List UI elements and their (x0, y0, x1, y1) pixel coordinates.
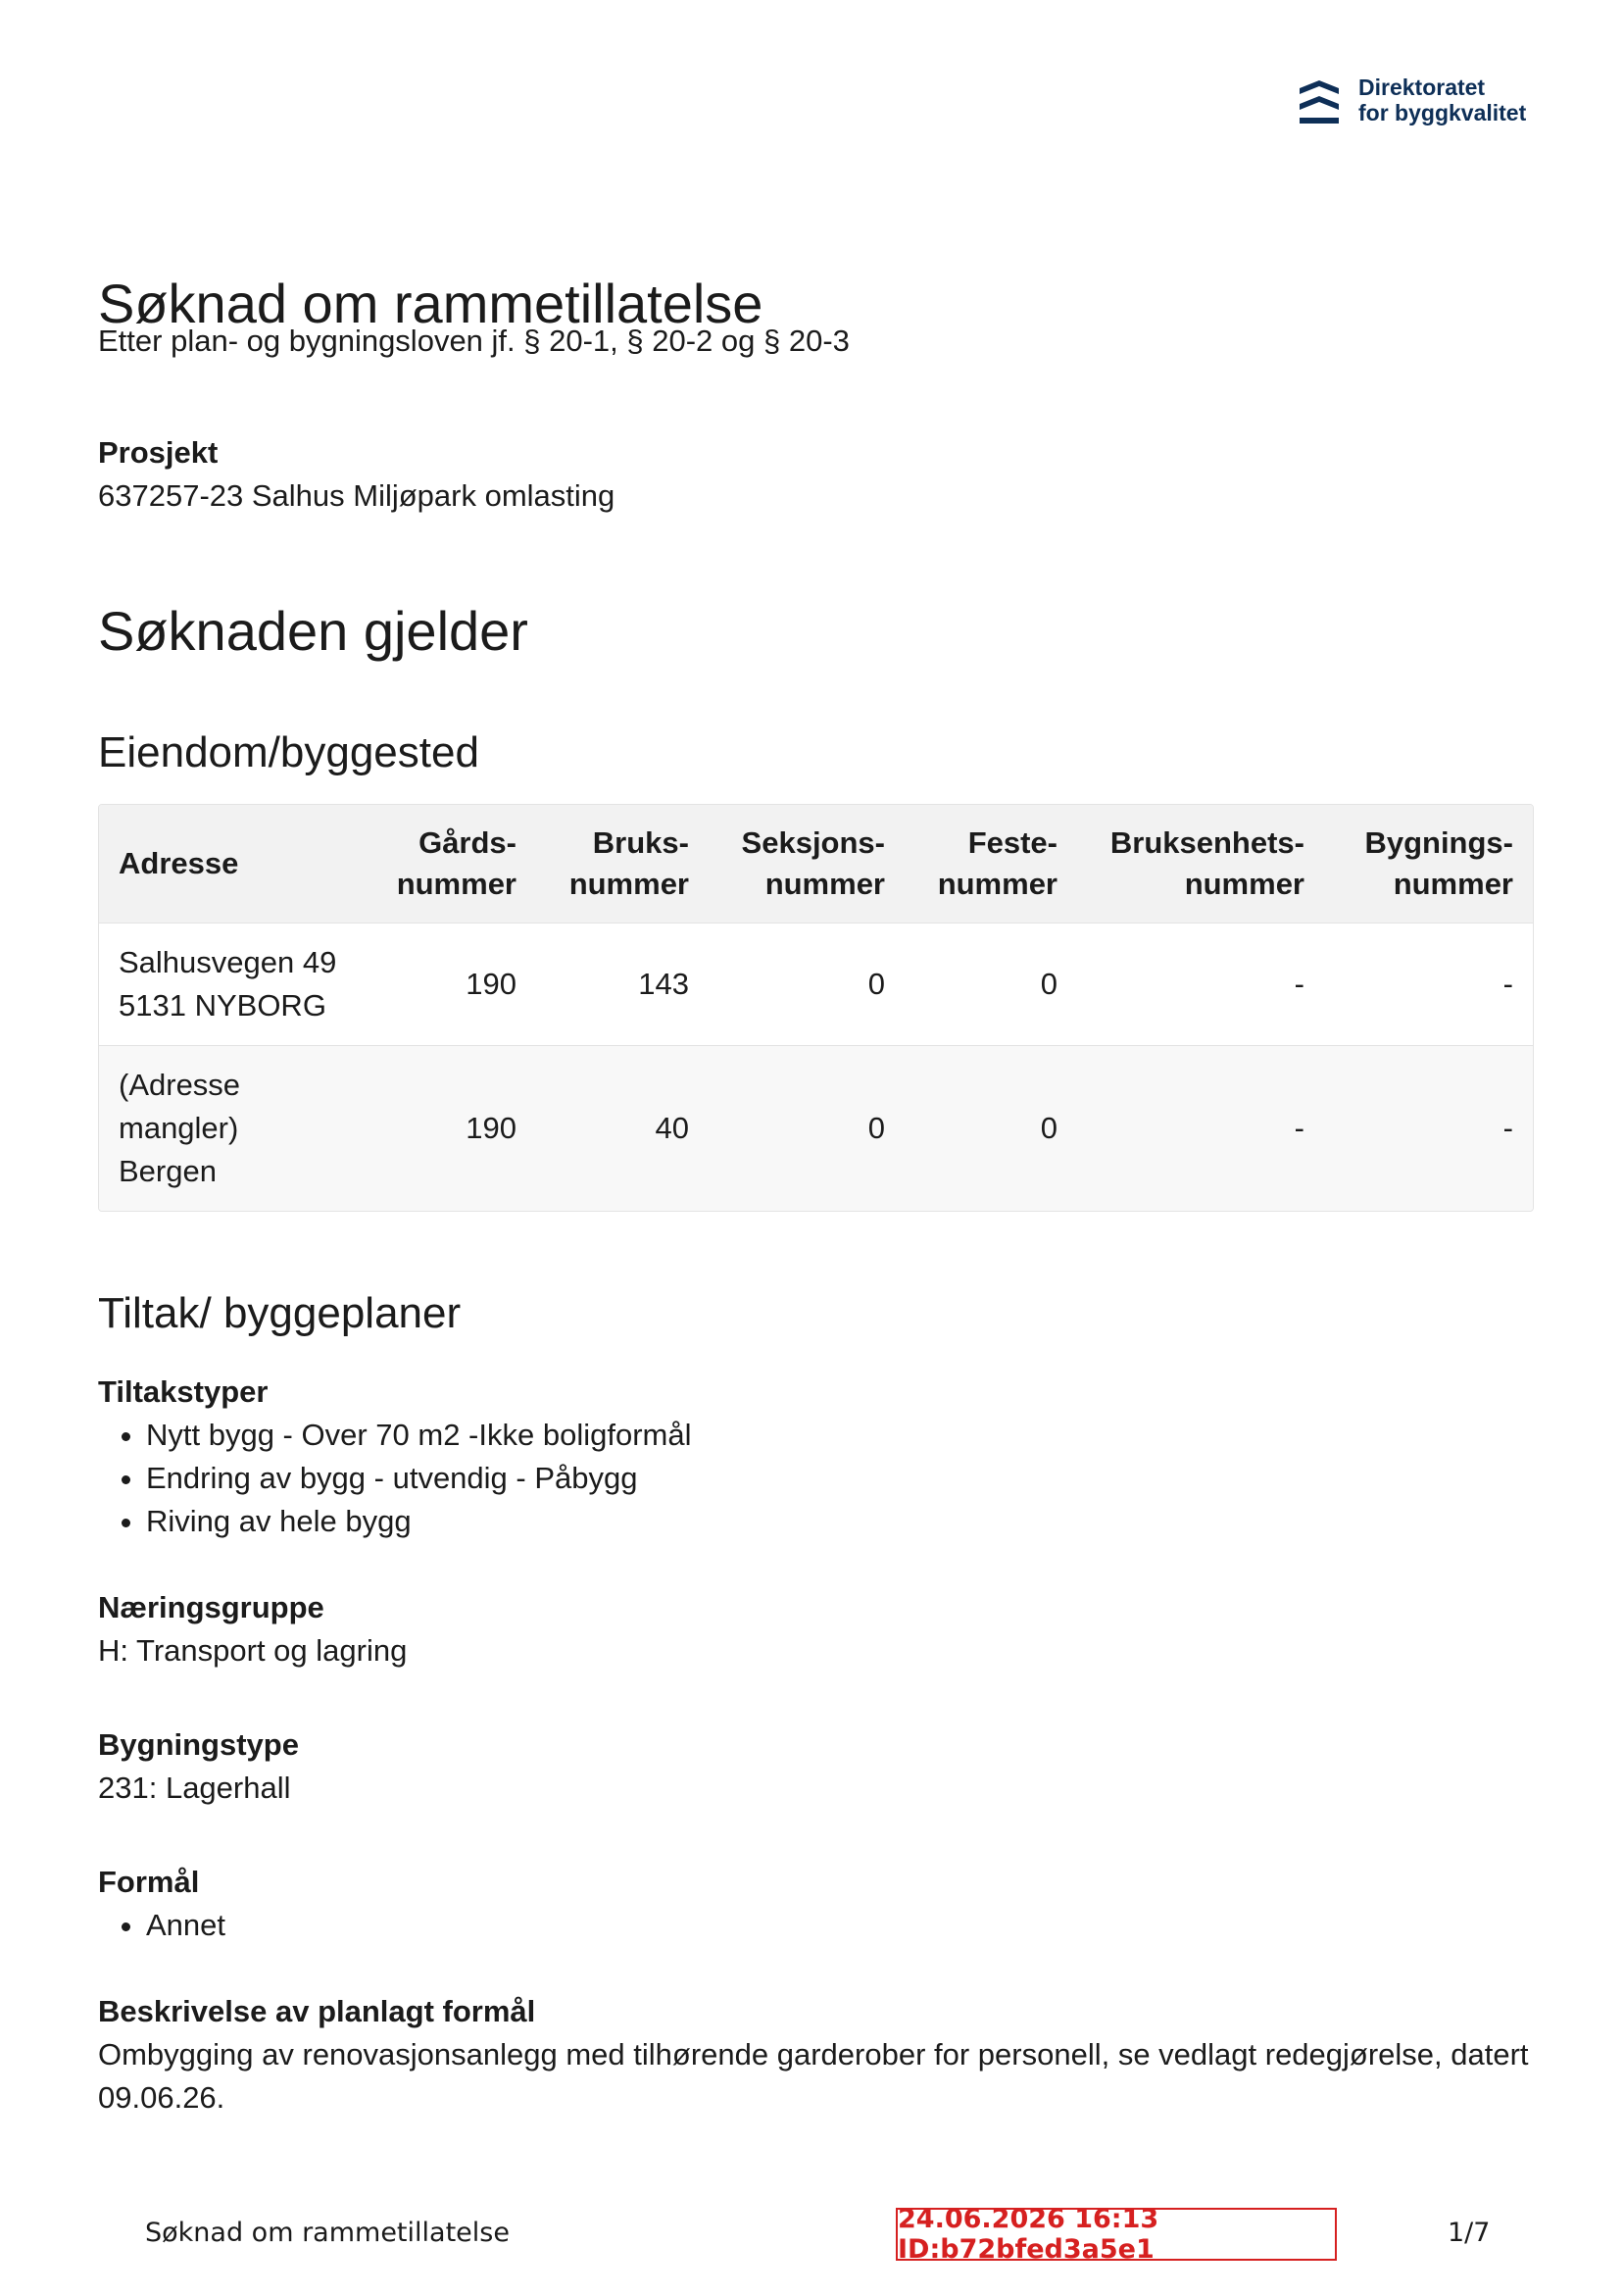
cell-bnr: 143 (536, 923, 709, 1046)
formal-list (98, 1904, 1534, 1947)
dibk-logo-icon (1300, 78, 1339, 127)
beskrivelse-label: Beskrivelse av planlagt formål (98, 1994, 536, 2028)
column-header-address: Adresse (99, 805, 366, 923)
bygningstype-section (98, 1723, 1534, 1810)
cell-snr: 0 (709, 1046, 905, 1212)
column-header-bygning: Bygnings- nummer (1324, 805, 1533, 923)
table-row (99, 923, 1533, 1046)
section-heading: Søknaden gjelder (98, 600, 528, 662)
column-header-gnr: Gårds- nummer (366, 805, 536, 923)
list-item: • Endring av bygg - utvendig - Påbygg (146, 1457, 1534, 1500)
naeringsgruppe-section (98, 1586, 1534, 1672)
formal-label: Formål (98, 1865, 200, 1899)
page-number: 1/7 (1448, 2218, 1491, 2248)
logo-text (1358, 75, 1526, 125)
document-title: Søknad om rammetillatelse (98, 273, 763, 334)
plans-heading: Tiltak/ byggeplaner (98, 1289, 462, 1337)
column-header-snr: Seksjons- nummer (709, 805, 905, 923)
project-section (98, 431, 1534, 518)
table-row (99, 1046, 1533, 1212)
property-table (98, 804, 1534, 1212)
cell-fnr: 0 (905, 1046, 1077, 1212)
naeringsgruppe-label: Næringsgruppe (98, 1590, 324, 1624)
logo-text-line1: Direktoratet (1358, 75, 1486, 100)
cell-gnr: 190 (366, 923, 536, 1046)
cell-fnr: 0 (905, 923, 1077, 1046)
project-value: 637257-23 Salhus Miljøpark omlasting (98, 478, 615, 513)
table-header-row (99, 805, 1533, 923)
cell-bnr: 40 (536, 1046, 709, 1212)
beskrivelse-section (98, 1990, 1534, 2120)
document-subtitle: Etter plan- og bygningsloven jf. § 20-1, § 20-2 og § 20-3 (98, 324, 850, 358)
bygningstype-label: Bygningstype (98, 1727, 299, 1762)
cell-bruksenhet: - (1077, 923, 1324, 1046)
cell-gnr: 190 (366, 1046, 536, 1212)
column-header-bruksenhet: Bruksenhets- nummer (1077, 805, 1324, 923)
dibk-logo (1300, 75, 1526, 127)
naeringsgruppe-value: H: Transport og lagring (98, 1633, 408, 1668)
logo-text-line2: for byggkvalitet (1358, 100, 1527, 125)
cell-snr: 0 (709, 923, 905, 1046)
column-header-fnr: Feste- nummer (905, 805, 1077, 923)
list-item: • Nytt bygg - Over 70 m2 -Ikke boligformål (146, 1414, 1534, 1457)
tiltakstyper-section (98, 1371, 1534, 1543)
cell-bruksenhet: - (1077, 1046, 1324, 1212)
footer-title: Søknad om rammetillatelse (145, 2218, 510, 2248)
column-header-bnr: Bruks- nummer (536, 805, 709, 923)
bygningstype-value: 231: Lagerhall (98, 1771, 291, 1805)
cell-address: Salhusvegen 49 5131 NYBORG (99, 923, 366, 1046)
formal-section (98, 1861, 1534, 1947)
tiltakstyper-label: Tiltakstyper (98, 1374, 269, 1409)
project-label: Prosjekt (98, 435, 219, 470)
cell-bygning: - (1324, 1046, 1533, 1212)
list-item: • Annet (146, 1904, 1534, 1947)
property-heading: Eiendom/byggested (98, 728, 479, 776)
cell-address: (Adresse mangler) Bergen (99, 1046, 366, 1212)
footer-stamp: 24.06.2026 16:13 ID:b72bfed3a5e1 (896, 2208, 1337, 2261)
cell-bygning: - (1324, 923, 1533, 1046)
list-item: • Riving av hele bygg (146, 1500, 1534, 1543)
beskrivelse-value: Ombygging av renovasjonsanlegg med tilhørende garderober for personell, se vedlagt redegjørelse, datert 09.06.26. (98, 2037, 1529, 2115)
tiltakstyper-list (98, 1414, 1534, 1543)
